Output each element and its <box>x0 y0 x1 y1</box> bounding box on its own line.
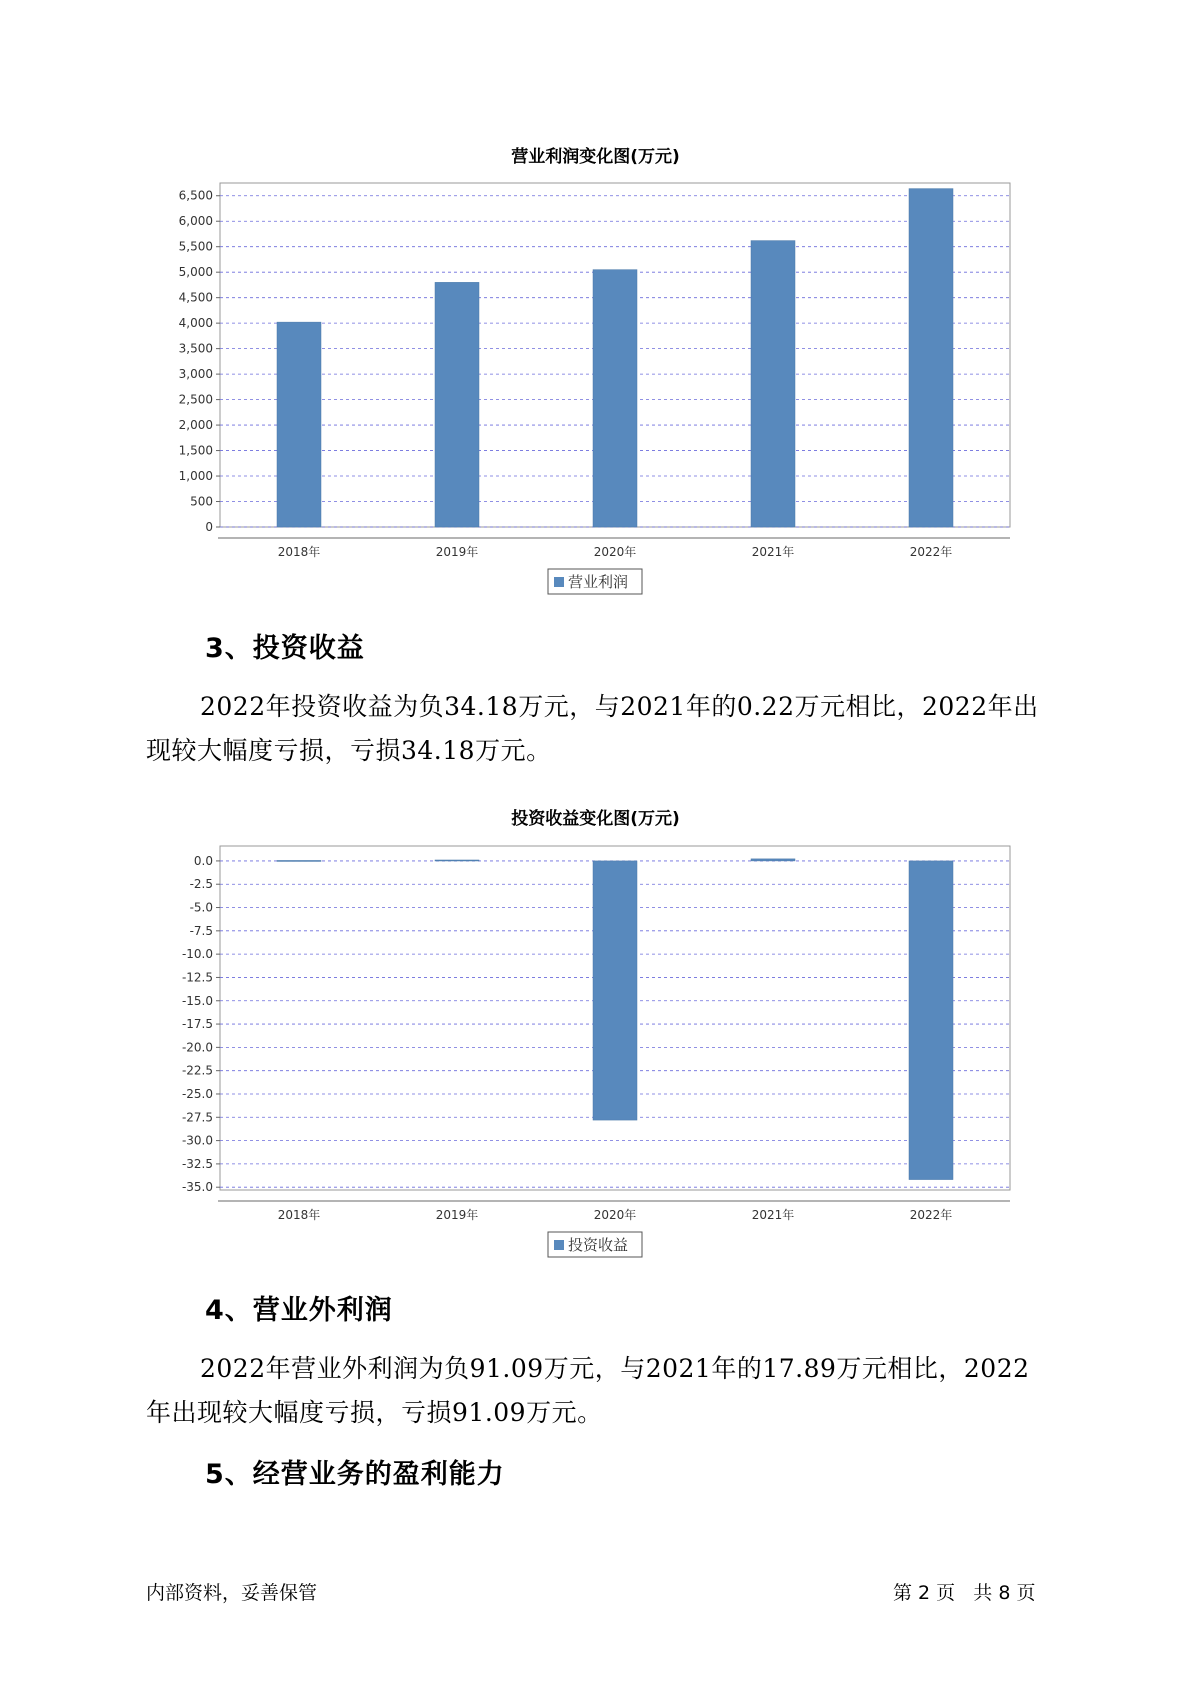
section3-heading: 3、投资收益 <box>205 633 365 664</box>
chart1-title: 营业利润变化图(万元) <box>511 147 680 167</box>
bar-2022年 <box>909 861 953 1180</box>
y-tick-label: 4,000 <box>178 316 213 331</box>
section4-line1: 2022年营业外利润为负91.09万元，与2021年的17.89万元相比，2022 <box>200 1354 1030 1383</box>
x-tick-label: 2018年 <box>277 1208 321 1222</box>
x-tick-label: 2022年 <box>909 545 953 559</box>
bar-2021年 <box>751 859 795 861</box>
y-tick-label: -17.5 <box>181 1017 213 1032</box>
y-tick-label: 3,500 <box>178 341 213 356</box>
legend-label: 营业利润 <box>568 573 629 591</box>
x-tick-label: 2020年 <box>593 1208 637 1222</box>
bar-2020年 <box>593 861 637 1120</box>
y-tick-label: 0.0 <box>193 853 213 868</box>
section4-line2: 年出现较大幅度亏损，亏损91.09万元。 <box>146 1398 603 1427</box>
y-tick-label: 5,000 <box>178 265 213 280</box>
chart2-title: 投资收益变化图(万元) <box>511 809 680 829</box>
x-tick-label: 2021年 <box>751 545 795 559</box>
section3-line1: 2022年投资收益为负34.18万元，与2021年的0.22万元相比，2022年出 <box>200 692 1039 721</box>
y-tick-label: -15.0 <box>181 993 213 1008</box>
y-tick-label: 5,500 <box>178 239 213 254</box>
y-tick-label: 6,500 <box>178 188 213 203</box>
y-tick-label: -10.0 <box>181 947 213 962</box>
bar-2018年 <box>277 860 321 861</box>
section3-line2: 现较大幅度亏损，亏损34.18万元。 <box>146 736 552 765</box>
x-tick-label: 2018年 <box>277 545 321 559</box>
y-tick-label: -32.5 <box>181 1156 213 1171</box>
bar-2019年 <box>435 282 479 527</box>
y-tick-label: -35.0 <box>181 1180 213 1195</box>
y-tick-label: 4,500 <box>178 290 213 305</box>
section3-paragraph <box>146 685 1066 773</box>
y-tick-label: -25.0 <box>181 1086 213 1101</box>
y-tick-label: 2,500 <box>178 392 213 407</box>
x-tick-label: 2022年 <box>909 1208 953 1222</box>
bar-2020年 <box>593 270 637 527</box>
y-tick-label: -27.5 <box>181 1110 213 1125</box>
operating-profit-chart <box>0 175 1191 595</box>
y-tick-label: 3,000 <box>178 367 213 382</box>
x-tick-label: 2019年 <box>435 545 479 559</box>
y-tick-label: 1,000 <box>178 469 213 484</box>
y-tick-label: 1,500 <box>178 443 213 458</box>
y-tick-label: -7.5 <box>189 923 213 938</box>
y-tick-label: 2,000 <box>178 418 213 433</box>
bar-2018年 <box>277 322 321 527</box>
y-tick-label: -2.5 <box>189 877 213 892</box>
legend-label: 投资收益 <box>568 1236 629 1254</box>
y-tick-label: -12.5 <box>181 970 213 985</box>
legend-swatch <box>554 1240 564 1250</box>
investment-income-chart <box>0 838 1191 1258</box>
section4-heading: 4、营业外利润 <box>205 1295 393 1326</box>
x-tick-label: 2021年 <box>751 1208 795 1222</box>
y-tick-label: 6,000 <box>178 214 213 229</box>
footer-page-number: 第 2 页 共 8 页 <box>893 1582 1036 1604</box>
bar-2019年 <box>435 860 479 861</box>
y-tick-label: 0 <box>205 520 213 534</box>
section4-paragraph <box>146 1347 1066 1435</box>
footer-confidential: 内部资料，妥善保管 <box>146 1582 318 1604</box>
y-tick-label: -30.0 <box>181 1133 213 1148</box>
section5-heading: 5、经营业务的盈利能力 <box>205 1459 505 1490</box>
y-tick-label: -22.5 <box>181 1063 213 1078</box>
y-tick-label: -20.0 <box>181 1040 213 1055</box>
y-tick-label: -5.0 <box>189 900 213 915</box>
x-tick-label: 2019年 <box>435 1208 479 1222</box>
legend-swatch <box>554 577 564 587</box>
y-tick-label: 500 <box>190 494 213 509</box>
bar-2021年 <box>751 241 795 527</box>
x-tick-label: 2020年 <box>593 545 637 559</box>
bar-2022年 <box>909 189 953 527</box>
